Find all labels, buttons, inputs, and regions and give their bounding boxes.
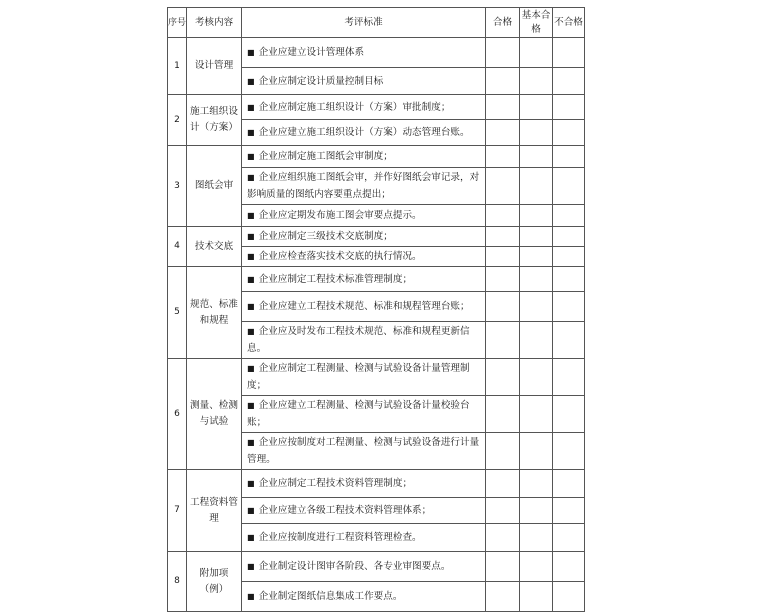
basic-pass-cell[interactable] xyxy=(520,359,553,396)
pass-cell[interactable] xyxy=(486,524,520,552)
pass-cell[interactable] xyxy=(486,322,520,359)
basic-pass-cell[interactable] xyxy=(520,498,553,524)
basic-pass-cell[interactable] xyxy=(520,247,553,267)
criterion-text: 企业应建立各级工程技术资料管理体系； xyxy=(258,505,432,516)
criterion-text: 企业应按制度进行工程资料管理检查。 xyxy=(258,532,422,543)
section-number: 7 xyxy=(168,470,187,552)
criterion-cell xyxy=(242,168,486,205)
basic-pass-cell[interactable] xyxy=(520,322,553,359)
criterion-text: 企业应建立设计管理体系 xyxy=(258,47,365,58)
square-bullet-icon: ■ xyxy=(247,327,255,336)
criterion-text: 企业应建立工程测量、检测与试验设备计量校验台账； xyxy=(247,400,470,428)
section-item: 技术交底 xyxy=(187,227,242,267)
criterion-text: 企业应按制度对工程测量、检测与试验设备进行计量管理。 xyxy=(247,437,480,465)
header-row xyxy=(168,8,585,38)
header-standard: 考评标准 xyxy=(242,8,486,38)
section-number: 5 xyxy=(168,267,187,359)
square-bullet-icon: ■ xyxy=(247,102,255,112)
section-item: 规范、标准和规程 xyxy=(187,267,242,359)
basic-pass-cell[interactable] xyxy=(520,267,553,292)
fail-cell[interactable] xyxy=(553,205,585,227)
square-bullet-icon: ■ xyxy=(247,401,255,410)
header-item: 考核内容 xyxy=(187,8,242,38)
criterion-cell xyxy=(242,146,486,168)
header-basic-pass: 基本合格 xyxy=(520,8,553,38)
square-bullet-icon: ■ xyxy=(247,592,255,601)
square-bullet-icon: ■ xyxy=(247,252,255,261)
criterion-cell xyxy=(242,95,486,120)
section-item: 测量、检测与试验 xyxy=(187,359,242,470)
pass-cell[interactable] xyxy=(486,168,520,205)
criterion-text: 企业应制定设计质量控制目标 xyxy=(258,75,384,87)
criterion-cell xyxy=(242,247,486,267)
square-bullet-icon: ■ xyxy=(247,128,255,137)
basic-pass-cell[interactable] xyxy=(520,146,553,168)
criterion-text: 企业应建立施工组织设计（方案）动态管理台账。 xyxy=(258,127,470,138)
basic-pass-cell[interactable] xyxy=(520,433,553,470)
criterion-cell xyxy=(242,470,486,498)
fail-cell[interactable] xyxy=(553,582,585,612)
pass-cell[interactable] xyxy=(486,227,520,247)
fail-cell[interactable] xyxy=(553,168,585,205)
criterion-cell xyxy=(242,120,486,146)
basic-pass-cell[interactable] xyxy=(520,524,553,552)
basic-pass-cell[interactable] xyxy=(520,552,553,582)
section-item: 附加项（例） xyxy=(187,552,242,612)
fail-cell[interactable] xyxy=(553,552,585,582)
criterion-cell xyxy=(242,582,486,612)
basic-pass-cell[interactable] xyxy=(520,95,553,120)
pass-cell[interactable] xyxy=(486,247,520,267)
fail-cell[interactable] xyxy=(553,95,585,120)
square-bullet-icon: ■ xyxy=(247,438,255,447)
criterion-text: 企业应检查落实技术交底的执行情况。 xyxy=(258,251,422,262)
table-row xyxy=(168,359,585,396)
fail-cell[interactable] xyxy=(553,470,585,498)
pass-cell[interactable] xyxy=(486,146,520,168)
pass-cell[interactable] xyxy=(486,552,520,582)
section-item: 图纸会审 xyxy=(187,146,242,227)
criterion-text: 企业应组织施工图纸会审，并作好图纸会审记录，对影响质量的图纸内容要重点提出； xyxy=(247,172,480,200)
square-bullet-icon: ■ xyxy=(247,274,255,284)
section-item: 工程资料管理 xyxy=(187,470,242,552)
header-fail: 不合格 xyxy=(553,8,585,38)
criterion-text: 企业应制定施工图纸会审制度； xyxy=(258,151,393,162)
criterion-text: 企业应定期发布施工图会审要点提示。 xyxy=(258,210,422,221)
section-item: 设计管理 xyxy=(187,38,242,95)
criterion-text: 企业应及时发布工程技术规范、标准和规程更新信息。 xyxy=(247,326,470,354)
fail-cell[interactable] xyxy=(553,38,585,68)
fail-cell[interactable] xyxy=(553,146,585,168)
square-bullet-icon: ■ xyxy=(247,232,255,241)
table-row xyxy=(168,95,585,120)
fail-cell[interactable] xyxy=(553,68,585,95)
pass-cell[interactable] xyxy=(486,359,520,396)
criterion-text: 企业制定设计图审各阶段、各专业审图要点。 xyxy=(258,561,451,572)
square-bullet-icon: ■ xyxy=(247,533,255,542)
basic-pass-cell[interactable] xyxy=(520,396,553,433)
criterion-cell xyxy=(242,292,486,322)
fail-cell[interactable] xyxy=(553,227,585,247)
basic-pass-cell[interactable] xyxy=(520,120,553,146)
criterion-text: 企业应制定施工组织设计（方案）审批制度； xyxy=(258,101,451,113)
fail-cell[interactable] xyxy=(553,359,585,396)
table-row xyxy=(168,146,585,168)
square-bullet-icon: ■ xyxy=(247,211,255,220)
fail-cell[interactable] xyxy=(553,247,585,267)
fail-cell[interactable] xyxy=(553,322,585,359)
square-bullet-icon: ■ xyxy=(247,173,255,182)
pass-cell[interactable] xyxy=(486,582,520,612)
fail-cell[interactable] xyxy=(553,433,585,470)
criterion-cell xyxy=(242,498,486,524)
pass-cell[interactable] xyxy=(486,120,520,146)
criterion-cell xyxy=(242,38,486,68)
square-bullet-icon: ■ xyxy=(247,562,255,571)
square-bullet-icon: ■ xyxy=(247,76,255,86)
square-bullet-icon: ■ xyxy=(247,506,255,515)
pass-cell[interactable] xyxy=(486,68,520,95)
criterion-text: 企业应制定工程测量、检测与试验设备计量管理制度； xyxy=(247,363,470,391)
criterion-text: 企业应制定工程技术资料管理制度； xyxy=(258,478,413,489)
criterion-text: 企业应制定工程技术标准管理制度； xyxy=(258,273,413,285)
criterion-cell xyxy=(242,433,486,470)
square-bullet-icon: ■ xyxy=(247,302,255,311)
pass-cell[interactable] xyxy=(486,470,520,498)
table-row xyxy=(168,470,585,498)
basic-pass-cell[interactable] xyxy=(520,168,553,205)
section-item: 施工组织设计（方案） xyxy=(187,95,242,146)
header-pass: 合格 xyxy=(486,8,520,38)
pass-cell[interactable] xyxy=(486,205,520,227)
table-row xyxy=(168,552,585,582)
fail-cell[interactable] xyxy=(553,292,585,322)
square-bullet-icon: ■ xyxy=(247,152,255,161)
criterion-cell xyxy=(242,396,486,433)
section-number: 2 xyxy=(168,95,187,146)
fail-cell[interactable] xyxy=(553,524,585,552)
basic-pass-cell[interactable] xyxy=(520,582,553,612)
criterion-cell xyxy=(242,68,486,95)
section-number: 8 xyxy=(168,552,187,612)
table-row xyxy=(168,38,585,68)
basic-pass-cell[interactable] xyxy=(520,292,553,322)
pass-cell[interactable] xyxy=(486,433,520,470)
header-seq: 序号 xyxy=(168,8,187,38)
basic-pass-cell[interactable] xyxy=(520,227,553,247)
pass-cell[interactable] xyxy=(486,498,520,524)
criterion-cell xyxy=(242,205,486,227)
pass-cell[interactable] xyxy=(486,292,520,322)
square-bullet-icon: ■ xyxy=(247,479,255,488)
table-row xyxy=(168,267,585,292)
criterion-cell xyxy=(242,524,486,552)
criterion-cell xyxy=(242,552,486,582)
criterion-cell xyxy=(242,227,486,247)
fail-cell[interactable] xyxy=(553,120,585,146)
basic-pass-cell[interactable] xyxy=(520,470,553,498)
square-bullet-icon: ■ xyxy=(247,48,255,57)
square-bullet-icon: ■ xyxy=(247,364,255,373)
criterion-text: 企业制定图纸信息集成工作要点。 xyxy=(258,591,403,602)
criterion-text: 企业应制定三级技术交底制度； xyxy=(258,231,393,242)
basic-pass-cell[interactable] xyxy=(520,68,553,95)
pass-cell[interactable] xyxy=(486,38,520,68)
pass-cell[interactable] xyxy=(486,267,520,292)
pass-cell[interactable] xyxy=(486,396,520,433)
section-number: 3 xyxy=(168,146,187,227)
basic-pass-cell[interactable] xyxy=(520,205,553,227)
fail-cell[interactable] xyxy=(553,498,585,524)
table-body xyxy=(168,38,585,612)
pass-cell[interactable] xyxy=(486,95,520,120)
criterion-cell xyxy=(242,267,486,292)
criterion-cell xyxy=(242,359,486,396)
section-number: 4 xyxy=(168,227,187,267)
evaluation-table xyxy=(167,7,585,612)
fail-cell[interactable] xyxy=(553,267,585,292)
basic-pass-cell[interactable] xyxy=(520,38,553,68)
fail-cell[interactable] xyxy=(553,396,585,433)
criterion-text: 企业应建立工程技术规范、标准和规程管理台账； xyxy=(258,301,470,312)
section-number: 6 xyxy=(168,359,187,470)
section-number: 1 xyxy=(168,38,187,95)
table-row xyxy=(168,227,585,247)
criterion-cell xyxy=(242,322,486,359)
